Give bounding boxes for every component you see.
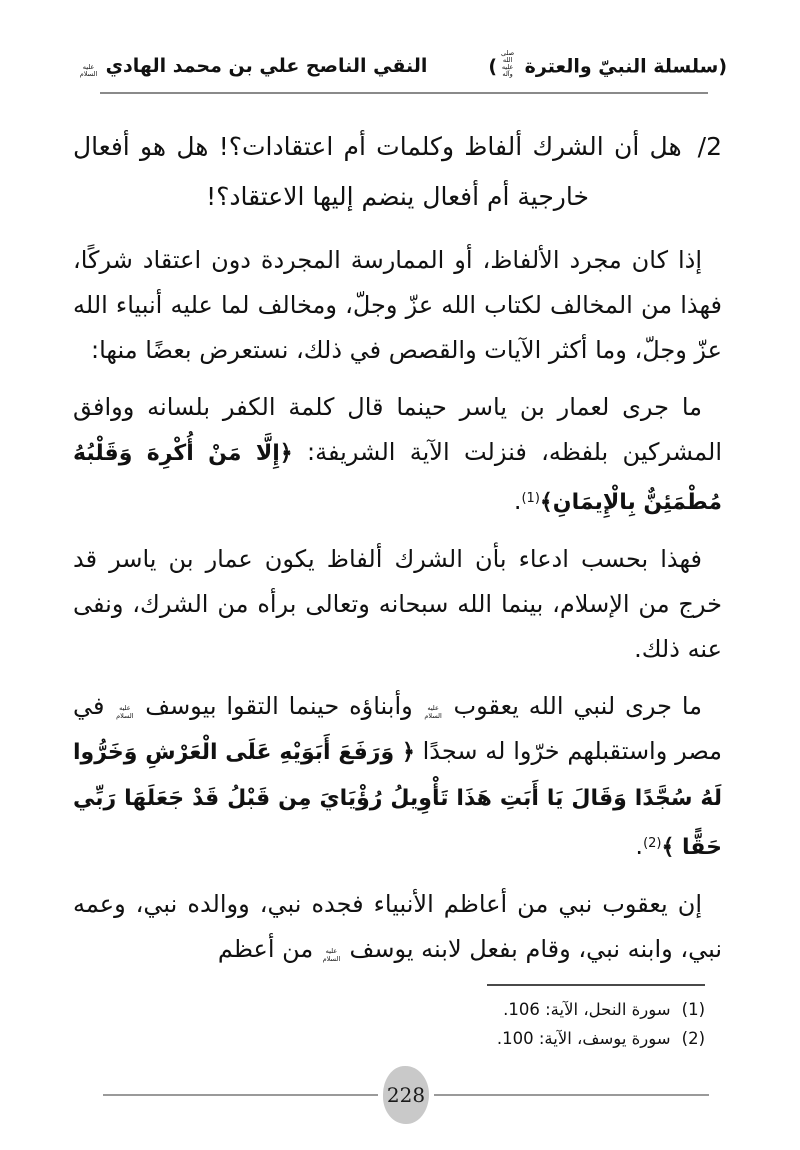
body-paragraph (73, 882, 722, 972)
honorific-stamp: عليه السلام (322, 947, 341, 963)
series-title (488, 50, 727, 79)
page-footer (103, 1066, 709, 1124)
text-run: . (635, 831, 644, 860)
page-body (73, 122, 722, 972)
body-paragraph (73, 537, 722, 672)
footnote (487, 995, 705, 1024)
text-run: من أعظم (217, 934, 321, 963)
question-number: 2/ (697, 131, 722, 161)
text-run: إن يعقوب نبي من أعاظم الأنبياء فجده نبي، ووالده نبي، وعمه نبي، وابنه نبي، وقام بفعل لابنه يوسف (73, 889, 722, 963)
body-paragraph (73, 684, 722, 870)
text-run: ما جرى لنبي الله يعقوب (443, 691, 702, 720)
text-run: النقي الناصح علي بن محمد الهادي (99, 55, 428, 78)
text-run: وأبناؤه حينما التقوا بيوسف (135, 691, 423, 720)
text-run: . (513, 486, 522, 515)
body-paragraph (73, 385, 722, 525)
page-number: 228 (386, 1083, 426, 1107)
quran-verse: ﴿ وَرَفَعَ أَبَوَيْهِ عَلَى الْعَرْشِ وَخَرُّوا لَهُ سُجَّدًا وَقَالَ يَا أَبَتِ هَذَا تَأْوِيلُ رُؤْيَايَ مِن قَبْلُ قَدْ جَعَلَهَا رَبِّي حَقًّا ﴾ (73, 739, 722, 860)
footnote-ref: (1) (521, 490, 540, 506)
footnote (487, 1024, 705, 1053)
footer-line-left (103, 1094, 378, 1096)
book-page (0, 50, 800, 1150)
text-run: ما جرى لعمار بن ياسر حينما قال كلمة الكفر بلسانه ووافق المشركين بلفظه، فنزلت الآية الشريفة: (73, 392, 722, 466)
page-number-badge (383, 1066, 429, 1124)
footnote-marker: (1) (681, 999, 705, 1019)
footnotes (487, 984, 705, 1053)
text-run: ) (488, 55, 498, 78)
honorific-stamp: صلى الله عليه وآله (501, 49, 515, 79)
body-paragraph (73, 238, 722, 373)
text-run: في مصر واستقبلهم خرّوا له سجدًا (73, 691, 722, 765)
question-paragraph (73, 122, 722, 222)
page-header (78, 50, 727, 79)
footnote-marker: (2) (681, 1028, 705, 1048)
quran-verse: ﴿إِلَّا مَنْ أُكْرِهَ وَقَلْبُهُ مُطْمَئِنٌّ بِالْإِيمَانِ﴾ (73, 440, 722, 515)
text-run: (سلسلة النبيّ والعترة (518, 55, 727, 78)
honorific-stamp: عليه السلام (116, 704, 134, 720)
honorific-stamp: عليه السلام (424, 704, 442, 720)
footnote-text: سورة النحل، الآية: 106. (503, 999, 671, 1019)
footnote-ref: (2) (643, 835, 662, 851)
book-title (78, 55, 427, 78)
text-run: فهذا بحسب ادعاء بأن الشرك ألفاظ يكون عمار بن ياسر قد خرج من الإسلام، بينما الله سبحانه وتعالى برأه من الشرك، ونفى عنه ذلك. (73, 544, 722, 663)
header-rule (100, 92, 708, 94)
honorific-stamp: عليه السلام (79, 63, 98, 79)
footer-line-right (434, 1094, 709, 1096)
footnote-text: سورة يوسف، الآية: 100. (496, 1028, 671, 1048)
text-run: هل أن الشرك ألفاظ وكلمات أم اعتقادات؟! هل هو أفعال خارجية أم أفعال ينضم إليها الاعتقاد؟! (73, 131, 682, 211)
text-run: إذا كان مجرد الألفاظ، أو الممارسة المجردة دون اعتقاد شركًا، فهذا من المخالف لكتاب الله عزّ وجلّ، ومخالف لما عليه أنبياء الله عزّ وجلّ، وما أكثر الآيات والقصص في ذلك، نستعرض بعضًا منها: (73, 245, 722, 364)
